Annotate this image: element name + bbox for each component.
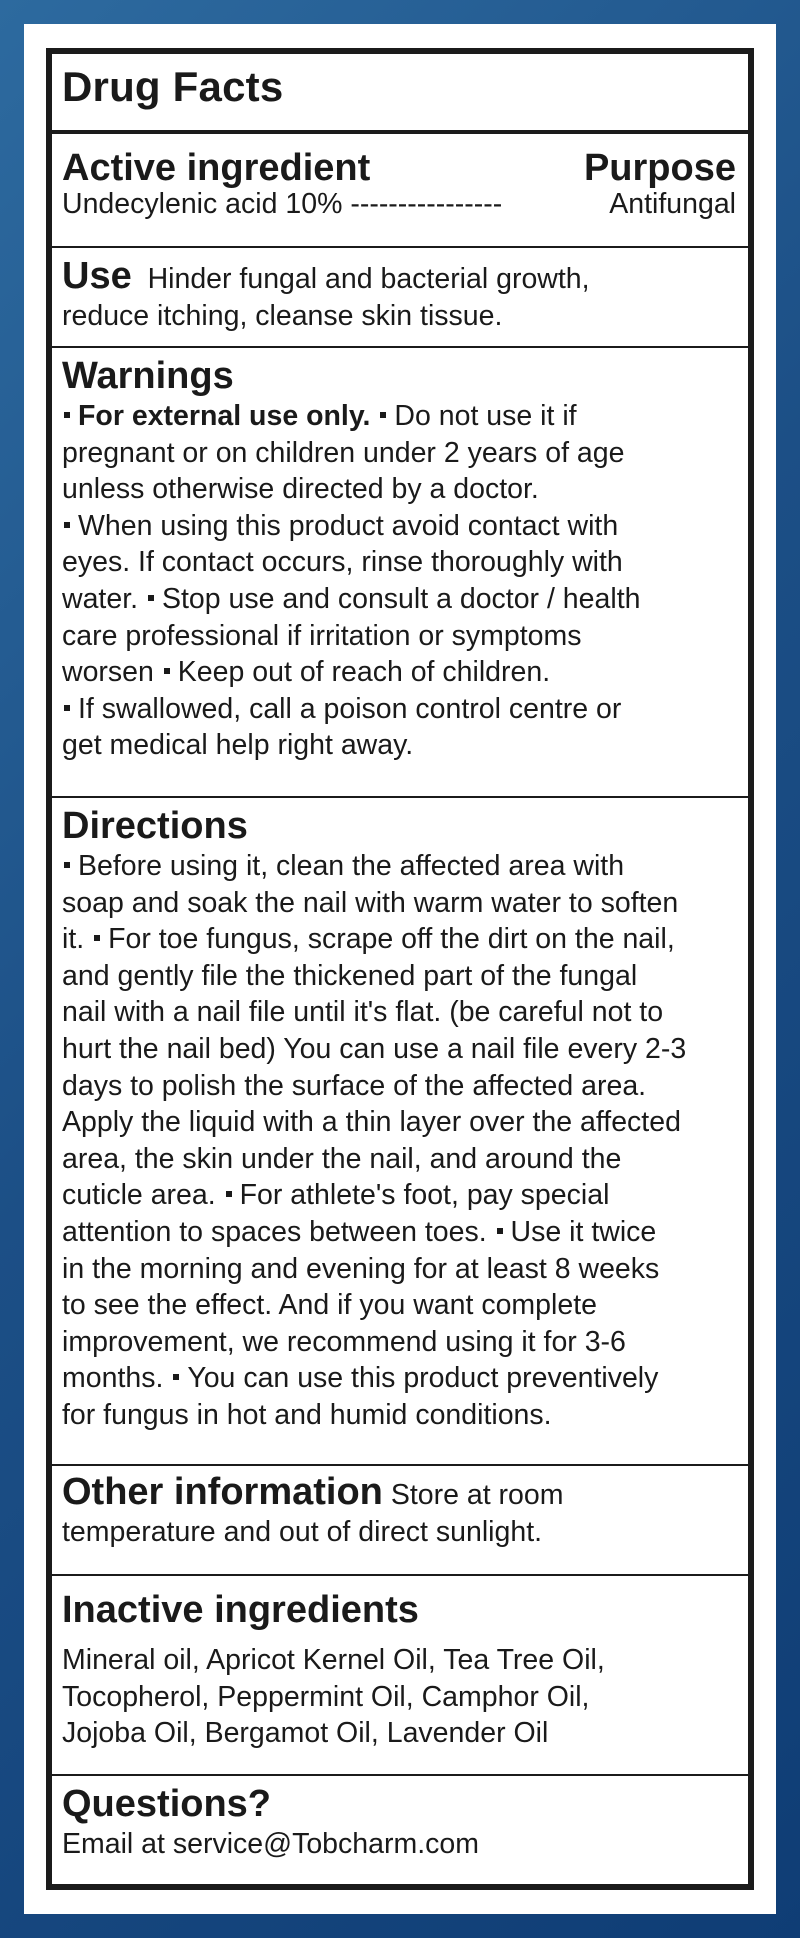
warning-text: eyes. If contact occurs, rinse thoroughly with (62, 546, 623, 579)
inactive-ingredients-line: Tocopherol, Peppermint Oil, Camphor Oil, (62, 1680, 590, 1713)
direction-text: Apply the liquid with a thin layer over the affected (62, 1106, 681, 1139)
direction-text: days to polish the surface of the affected area. (62, 1069, 647, 1102)
drug-facts-header (52, 62, 748, 112)
bullet (64, 522, 70, 528)
divider (52, 346, 748, 348)
warning-bold: For external use only. (78, 400, 371, 432)
ingredient-name: Undecylenic acid 10% (62, 188, 343, 220)
warnings-section (52, 354, 748, 764)
other-information-text: temperature and out of direct sunlight. (62, 1515, 543, 1548)
warning-text: Keep out of reach of children. (177, 656, 551, 689)
directions-heading: Directions (62, 805, 248, 847)
use-line: Hinder fungal and bacterial growth, (147, 263, 590, 295)
warning-text: worsen (62, 656, 154, 689)
other-information-section (52, 1471, 748, 1550)
directions-section (52, 804, 748, 1434)
warning-text: Do not use it if (394, 400, 577, 432)
bullet (64, 412, 70, 418)
warnings-heading: Warnings (62, 355, 234, 397)
direction-text: to see the effect. And if you want complete (62, 1289, 597, 1322)
direction-text: attention to spaces between toes. (62, 1215, 487, 1248)
bullet (148, 595, 154, 601)
direction-text: Before using it, clean the affected area with (78, 850, 625, 882)
bullet (94, 935, 100, 941)
inactive-ingredients-line: Mineral oil, Apricot Kernel Oil, Tea Tree Oil, (62, 1644, 605, 1676)
questions-section (52, 1782, 748, 1863)
bullet (380, 412, 386, 418)
warning-text: If swallowed, call a poison control centre or (78, 692, 622, 725)
bullet (173, 1374, 179, 1380)
label-panel (24, 24, 776, 1914)
bullet (226, 1191, 232, 1197)
inactive-ingredients-line: Jojoba Oil, Bergamot Oil, Lavender Oil (62, 1717, 549, 1750)
divider (52, 1774, 748, 1776)
direction-text: Use it twice (510, 1215, 657, 1248)
use-section (52, 255, 748, 334)
bullet (497, 1228, 503, 1234)
direction-text: it. (62, 923, 85, 956)
purpose-value: Antifungal (609, 188, 736, 220)
other-information-text: Store at room (390, 1479, 564, 1511)
warning-text: When using this product avoid contact with (78, 509, 619, 542)
divider (52, 246, 748, 248)
direction-text: hurt the nail bed) You can use a nail file every 2-3 (62, 1032, 687, 1065)
warning-text: pregnant or on children under 2 years of age (62, 436, 625, 469)
leader-dashes: ---------------- (350, 188, 503, 220)
direction-text: You can use this product preventively (187, 1362, 659, 1395)
direction-text: area, the skin under the nail, and around the (62, 1142, 622, 1175)
use-heading: Use (62, 255, 132, 297)
questions-heading: Questions? (62, 1783, 272, 1825)
direction-text: for fungus in hot and humid conditions. (62, 1398, 552, 1431)
active-ingredient-heading: Active ingredient (62, 147, 371, 189)
warning-text: unless otherwise directed by a doctor. (62, 473, 539, 506)
direction-text: in the morning and evening for at least 8 weeks (62, 1252, 660, 1285)
divider (52, 1574, 748, 1576)
questions-contact: Email at service@Tobcharm.com (62, 1828, 479, 1860)
divider (52, 130, 748, 134)
other-information-heading: Other information (62, 1471, 383, 1513)
use-line: reduce itching, cleanse skin tissue. (62, 299, 503, 332)
direction-text: soap and soak the nail with warm water to soften (62, 886, 679, 919)
direction-text: For toe fungus, scrape off the dirt on the nail, (108, 923, 675, 956)
direction-text: improvement, we recommend using it for 3-6 (62, 1325, 626, 1358)
active-ingredient-row (62, 186, 736, 223)
direction-text: and gently file the thickened part of the fungal (62, 959, 638, 992)
divider (52, 796, 748, 798)
warning-text: get medical help right away. (62, 729, 414, 762)
purpose-heading: Purpose (583, 147, 736, 189)
bullet (64, 705, 70, 711)
warning-text: Stop use and consult a doctor / health (161, 582, 641, 615)
warning-text: care professional if irritation or symptoms (62, 619, 582, 652)
active-ingredient-section (52, 146, 748, 223)
bullet (64, 862, 70, 868)
inactive-ingredients-heading: Inactive ingredients (62, 1589, 419, 1631)
bullet (164, 668, 170, 674)
divider (52, 1464, 748, 1466)
direction-text: nail with a nail file until it's flat. (be careful not to (62, 996, 664, 1029)
direction-text: For athlete's foot, pay special (239, 1179, 610, 1212)
direction-text: months. (62, 1362, 164, 1395)
direction-text: cuticle area. (62, 1179, 216, 1212)
drug-facts-box (46, 48, 754, 1890)
inactive-ingredients-section (52, 1588, 748, 1752)
warning-text: water. (62, 582, 139, 615)
drug-facts-title: Drug Facts (62, 63, 284, 110)
